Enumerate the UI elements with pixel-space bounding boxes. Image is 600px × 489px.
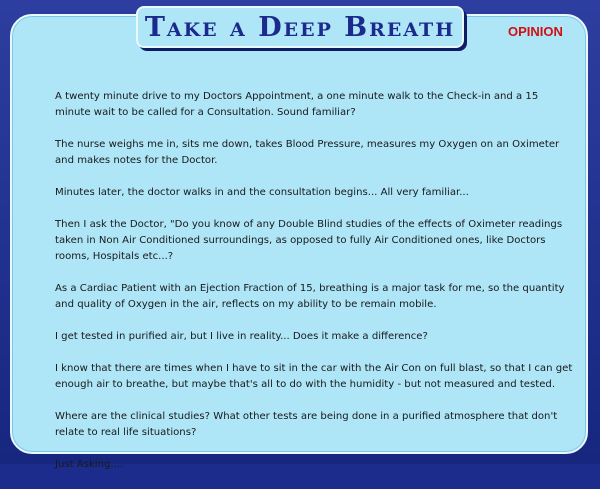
article-body: [55, 89, 575, 489]
paragraph: Then I ask the Doctor, "Do you know of any Double Blind studies of the effects of Oximeter readings taken in Non Air Conditioned surroundings, as opposed to fully Air Conditioned ones, like Doctors rooms, Hospitals etc...?: [55, 219, 563, 262]
paragraph: I get tested in purified air, but I live in reality... Does it make a difference?: [55, 331, 428, 342]
paragraph: I know that there are times when I have to sit in the car with the Air Con on full blast, so that I can get enough air to breathe, but maybe that's all to do with the humidity - but not measured and tested.: [55, 363, 573, 390]
paragraph: Minutes later, the doctor walks in and the consultation begins... All very familiar...: [55, 187, 469, 198]
title-banner: [136, 6, 464, 48]
paragraph: Where are the clinical studies? What other tests are being done in a purified atmosphere that don't relate to real life situations?: [55, 411, 558, 438]
paragraph: As a Cardiac Patient with an Ejection Fraction of 15, breathing is a major task for me, so the quantity and quality of Oxygen in the air, reflects on my ability to be remain mobile.: [55, 283, 565, 310]
opinion-tag: OPINION: [508, 24, 563, 39]
paragraph: Just Asking....: [55, 459, 124, 470]
page-title: Take a Deep Breath: [144, 11, 456, 43]
paragraph: A twenty minute drive to my Doctors Appointment, a one minute walk to the Check-in and a 15 minute wait to be called for a Consultation. Sound familiar?: [55, 91, 539, 118]
paragraph: The nurse weighs me in, sits me down, takes Blood Pressure, measures my Oxygen on an Oximeter and makes notes for the Doctor.: [55, 139, 560, 166]
content-panel: [10, 11, 588, 470]
